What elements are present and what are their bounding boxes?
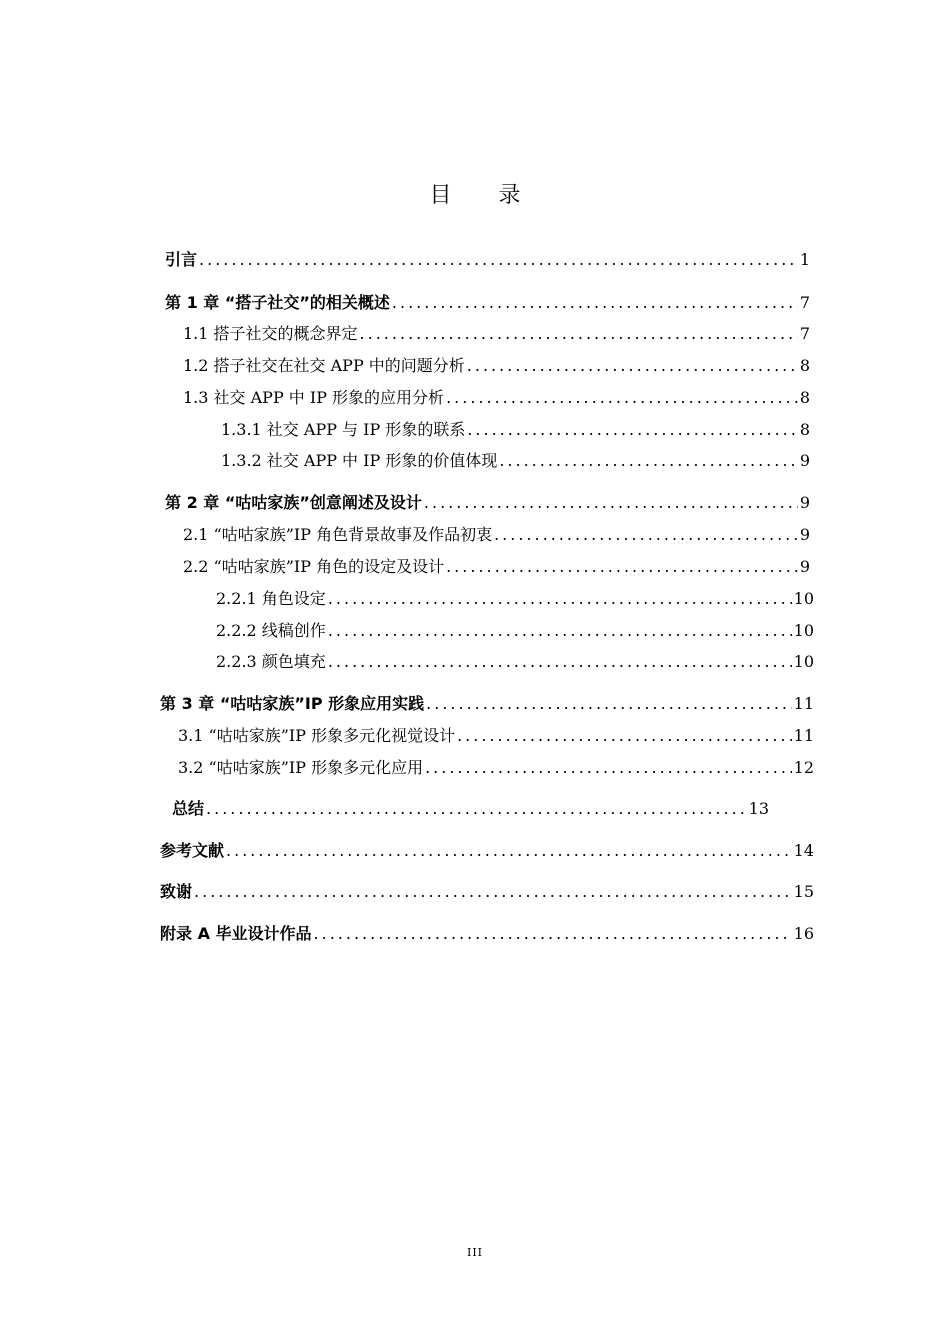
toc-entry[interactable] [183, 524, 810, 546]
toc-entry[interactable] [160, 840, 814, 862]
toc-leader-dots [499, 450, 797, 472]
toc-entry-label: 第 1 章 “搭子社交”的相关概述 [165, 293, 390, 312]
toc-entry-page: 9 [799, 557, 810, 576]
toc-entry-page: 14 [793, 841, 814, 860]
toc-entry-page: 1 [799, 250, 810, 269]
toc-leader-dots [457, 725, 792, 747]
toc-leader-dots [314, 923, 792, 945]
toc-entry-label: 2.2.1 角色设定 [216, 589, 326, 608]
toc-entry-label: 第 3 章 “咕咕家族”IP 形象应用实践 [160, 694, 425, 713]
toc-leader-dots [194, 881, 792, 903]
toc-entry-page: 13 [748, 799, 769, 818]
toc-entry-label: 2.2 “咕咕家族”IP 角色的设定及设计 [183, 557, 445, 576]
toc-entry[interactable] [172, 798, 769, 820]
toc-entry-page: 16 [793, 924, 814, 943]
toc-leader-dots [494, 524, 798, 546]
toc-entry-page: 10 [793, 652, 814, 671]
toc-entry[interactable] [165, 492, 810, 514]
toc-entry-label: 致谢 [160, 882, 193, 901]
toc-entry-label: 1.3 社交 APP 中 IP 形象的应用分析 [183, 388, 445, 407]
toc-entry-page: 10 [793, 589, 814, 608]
toc-leader-dots [328, 588, 792, 610]
toc-leader-dots [328, 651, 792, 673]
toc-entry-page: 12 [793, 758, 814, 777]
toc-entry[interactable] [178, 725, 814, 747]
toc-entry-label: 参考文献 [160, 841, 225, 860]
toc-entry-label: 第 2 章 “咕咕家族”创意阐述及设计 [165, 493, 422, 512]
toc-entry[interactable] [178, 757, 814, 779]
toc-entry-page: 9 [799, 451, 810, 470]
toc-leader-dots [424, 492, 798, 514]
toc-entry[interactable] [183, 387, 810, 409]
toc-entry-label: 总结 [172, 799, 205, 818]
toc-entry-page: 9 [799, 493, 810, 512]
toc-entry[interactable] [221, 419, 810, 441]
toc-entry-page: 8 [799, 420, 810, 439]
toc-entry[interactable] [165, 292, 810, 314]
toc-leader-dots [446, 556, 798, 578]
toc-leader-dots [425, 757, 792, 779]
toc-entry[interactable] [183, 323, 810, 345]
toc-entry-page: 7 [799, 324, 810, 343]
toc-entry[interactable] [216, 620, 814, 642]
toc-entry-label: 1.2 搭子社交在社交 APP 中的问题分析 [183, 356, 465, 375]
toc-entry-label: 2.2.3 颜色填充 [216, 652, 326, 671]
toc-entry-page: 15 [793, 882, 814, 901]
toc-leader-dots [328, 620, 792, 642]
toc-entry-label: 3.2 “咕咕家族”IP 形象多元化应用 [178, 758, 424, 777]
toc-entry-label: 1.3.1 社交 APP 与 IP 形象的联系 [221, 420, 466, 439]
toc-entry-page: 7 [799, 293, 810, 312]
toc-entry[interactable] [160, 693, 814, 715]
toc-entry[interactable] [216, 651, 814, 673]
toc-entry[interactable] [216, 588, 814, 610]
page-title: 目 录 [429, 183, 541, 208]
toc-entry[interactable] [165, 249, 810, 271]
toc-entry-label: 附录 A 毕业设计作品 [160, 924, 312, 943]
toc-leader-dots [467, 419, 797, 441]
page-number: III [466, 1246, 484, 1259]
toc-leader-dots [226, 840, 792, 862]
toc-leader-dots [392, 292, 798, 314]
toc-entry-label: 1.1 搭子社交的概念界定 [183, 324, 358, 343]
toc-entry-page: 9 [799, 525, 810, 544]
toc-entry[interactable] [160, 923, 814, 945]
toc-entry[interactable] [183, 556, 810, 578]
toc-entry-page: 8 [799, 356, 810, 375]
toc-leader-dots [199, 249, 798, 271]
toc-entry[interactable] [221, 450, 810, 472]
toc-entry-label: 2.2.2 线稿创作 [216, 621, 326, 640]
toc-leader-dots [360, 323, 798, 345]
toc-leader-dots [206, 798, 747, 820]
toc-entry-label: 2.1 “咕咕家族”IP 角色背景故事及作品初衷 [183, 525, 493, 544]
toc-entry-label: 引言 [165, 250, 198, 269]
toc-leader-dots [446, 387, 798, 409]
toc-entry-page: 11 [793, 694, 814, 713]
toc-entry-page: 10 [793, 621, 814, 640]
toc-entry[interactable] [183, 355, 810, 377]
toc-leader-dots [426, 693, 792, 715]
toc-entry-label: 3.1 “咕咕家族”IP 形象多元化视觉设计 [178, 726, 456, 745]
toc-entry[interactable] [160, 881, 814, 903]
toc-leader-dots [467, 355, 798, 377]
toc-entry-label: 1.3.2 社交 APP 中 IP 形象的价值体现 [221, 451, 498, 470]
toc-entry-page: 11 [793, 726, 814, 745]
toc-entry-page: 8 [799, 388, 810, 407]
